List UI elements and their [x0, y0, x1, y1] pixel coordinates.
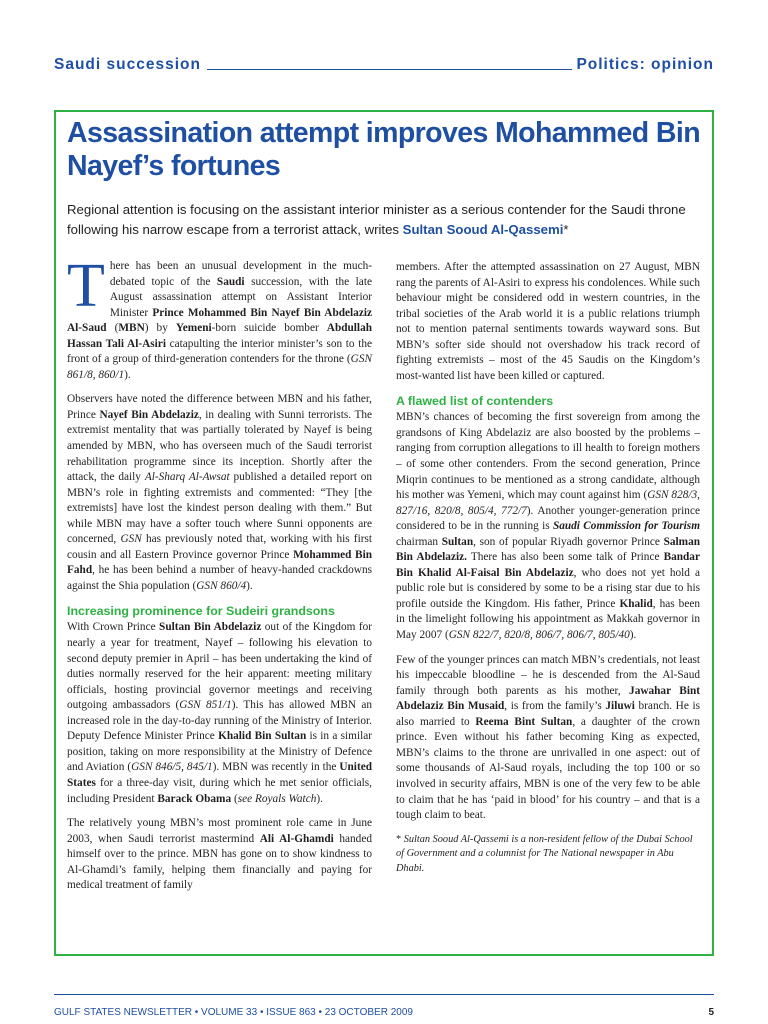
page-footer [54, 1007, 714, 1018]
text: published a detailed report on MBN’s role in fighting extremists and commented: “They [the extremists] have lost the kindest person dealing with them.” But while MBN may have a softer touch where Sunni opponents are concerned, [67, 471, 372, 546]
subheading: Increasing prominence for Sudeiri grandsons [67, 604, 335, 619]
paragraph [396, 653, 700, 824]
name: Khalid [619, 597, 653, 610]
page-number: 5 [708, 1007, 714, 1018]
text: ). [124, 368, 131, 381]
text: There has also been some talk of Prince [466, 551, 664, 564]
text: ( [231, 792, 238, 805]
text: Few of the younger princes can match MBN’s credentials, not least his impeccable bloodline – he is descended from the Al-Saud family through both parents as his mother, [396, 653, 700, 697]
text: has previously noted that, working with his first cousin and all Eastern Province governor Prince [67, 533, 373, 561]
text: With Crown Prince [67, 621, 160, 634]
paragraph [67, 392, 372, 594]
paragraph [67, 252, 373, 383]
cross-reference: see Royals Watch [237, 792, 317, 805]
paragraph [67, 620, 372, 807]
text: ). MBN was recently in the [212, 761, 340, 774]
text: is in a similar position, taking on more responsibility at the Ministry of Defence and Aviation ( [67, 730, 372, 774]
note-text: Sultan Sooud Al-Qassemi is a non-resident fellow of the Dubai School of Government and a columnist for The National newspaper in Abu Dhabi. [396, 833, 693, 874]
section-label: Saudi succession [54, 56, 201, 73]
publication: Al-Sharq Al-Awsat [144, 471, 230, 484]
reference: GSN 828/3, 827/16, 820/8, 805/4, 772/7 [396, 489, 700, 517]
text: , a daughter of the crown prince. Even without his father becoming King as expected, MBN’s claims to the throne are unrivalled in one aspect: out of some thousands of Al-Saud royals, including the top 100 or so involved in security affairs, MBN is one of the very few to be able to claim that he has ‘paid in blood’ for his country – and that is a tough claim to beat. [396, 715, 700, 822]
name: Sultan [441, 535, 474, 548]
text: Observers have noted the difference between MBN and his father, Prince [67, 393, 372, 421]
text: out of the Kingdom for nearly a year for treatment, Nayef – following his elevation to second deputy premier in April – has been undertaking the kind of duties normally reserved for the heir apparent: meeting military officials, hosting provincial governor meetings and receiving outgoing ambassadors ( [67, 621, 372, 712]
text: for a three-day visit, during which he met senior officials, including President [67, 776, 372, 805]
publication: GSN [120, 533, 142, 546]
organisation: Saudi Commission for Tourism [552, 520, 700, 533]
paragraph [67, 816, 372, 894]
name: Jiluwi [605, 700, 635, 713]
name: Bandar Bin Khalid Al-Faisal Bin Abdelaziz [396, 551, 700, 579]
text: ) by [144, 322, 176, 335]
name: Prince Mohammed Bin Nayef Bin Abdelaziz Al-Saud [67, 306, 372, 335]
article-title: Assassination attempt improves Mohammed Bin Nayef’s fortunes [67, 117, 701, 182]
column-right [396, 260, 700, 885]
name: Abdullah Hassan Tali Al-Asiri [67, 322, 372, 350]
text: ). [629, 629, 637, 642]
standfirst-text: Regional attention is focusing on the assistant interior minister as a serious contender for the Saudi throne following his narrow escape from a terrorist attack, writes [67, 202, 686, 237]
author-note [396, 833, 700, 877]
name: Jawahar Bint Abdelaziz Bin Musaid [396, 684, 701, 713]
text: ). [246, 579, 253, 592]
drop-cap: T [67, 252, 105, 320]
text: branch. He is also married to [396, 700, 700, 728]
name: Nayef Bin Abdelaziz [99, 408, 199, 421]
author-mark: * [563, 222, 569, 237]
text: here has been an unusual development in the much-debated topic of the [109, 260, 372, 288]
name: Yemeni [175, 322, 212, 335]
text: , son of popular Riyadh governor Prince [473, 535, 664, 548]
text: chairman [396, 535, 442, 548]
author-name: Sultan Sooud Al-Qassemi [402, 222, 564, 237]
standfirst [67, 200, 703, 240]
reference: GSN 822/7, 820/8, 806/7, 806/7, 805/40 [448, 629, 630, 642]
name: Khalid Bin Sultan [218, 730, 307, 743]
text: ( [106, 322, 119, 335]
column-left [67, 252, 373, 903]
text: -born suicide bomber [211, 322, 327, 335]
subheading: A flawed list of contenders [396, 394, 554, 409]
name: Mohammed Bin Fahd [67, 548, 372, 577]
text: , who does not yet hold a public role but is considered by some to be a rising star due to his profile outside the Kingdom. His father, Prince [396, 566, 700, 610]
name: United States [67, 761, 372, 789]
reference: GSN 846/5, 845/1 [131, 761, 213, 774]
text: The relatively young MBN’s most prominent role came in June 2003, when Saudi terrorist mastermind [67, 817, 372, 845]
text: MBN’s chances of becoming the first sovereign from among the grandsons of King Abdelaziz are also boosted by the problems – ranging from corruption allegations to ill health to foreign mothers – of some other contenders. From the second generation, Prince Miqrin continues to be mentioned as a strong candidate, although his mother was Yemeni, which may count against him ( [396, 411, 700, 502]
publication-info: GULF STATES NEWSLETTER • VOLUME 33 • ISSUE 863 • 23 OCTOBER 2009 [54, 1007, 413, 1018]
reference: GSN 860/4 [196, 579, 247, 592]
name: Salman Bin Abdelaziz. [396, 535, 701, 564]
footer-rule [54, 994, 714, 995]
name: Saudi [216, 275, 245, 288]
text: succession, with the late August assassination attempt on Assistant Interior Minister [109, 275, 372, 319]
text: , in dealing with Sunni terrorists. The extremist mentality that was partially tolerated by Nayef is being amended by MBN, who has overseen much of the Saudi terrorist rehabilitation programme since its inception. Shortly after the attack, the daily [67, 408, 373, 484]
text: , has been in the limelight following his appointment as Makkah governor in May 2007 ( [396, 597, 700, 642]
name: MBN [118, 322, 145, 335]
header-rule [207, 69, 572, 70]
category-label: Politics: opinion [576, 56, 714, 73]
text: , is from the family’s [504, 700, 606, 713]
name: Reema Bint Sultan [475, 715, 573, 728]
name: Ali Al-Ghamdi [259, 832, 334, 845]
reference: GSN 851/1 [179, 699, 232, 712]
text: catapulting the interior minister’s son to the front of a group of third-generation contenders for the throne ( [67, 337, 373, 366]
paragraph [396, 410, 700, 643]
text: ). Another younger-generation prince considered to be in the running is [396, 504, 700, 533]
text: ). This has allowed MBN an increased role in the day-to-day running of the Ministry of Interior. Deputy Defence Minister Prince [67, 699, 372, 743]
note-star: * [396, 833, 402, 845]
paragraph: members. After the attempted assassination on 27 August, MBN rang the parents of Al-Asiri to express his condolences. While such behaviour might be considered odd in western countries, in the tribal societies of the Arab world it is a public relations triumph not to mention paternal sentiments towards wayward sons. But MBN’s softer side should not overshadow his track record of fighting extremists – most of the 45 Saudis on the Kingdom’s most-wanted list have been killed or captured. [396, 261, 700, 382]
name: Sultan Bin Abdelaziz [159, 621, 262, 634]
reference: GSN 861/8, 860/1 [67, 353, 372, 381]
text: handed himself over to the prince. MBN has gone on to show kindness to Al-Ghamdi’s family, helping them financially and paying for medical treatment of family [67, 832, 372, 892]
text: , he has been behind a number of heavy-handed crackdowns against the Shia population ( [67, 564, 372, 592]
name: Barack Obama [157, 792, 232, 805]
running-header [54, 50, 714, 74]
text: ). [316, 792, 323, 805]
